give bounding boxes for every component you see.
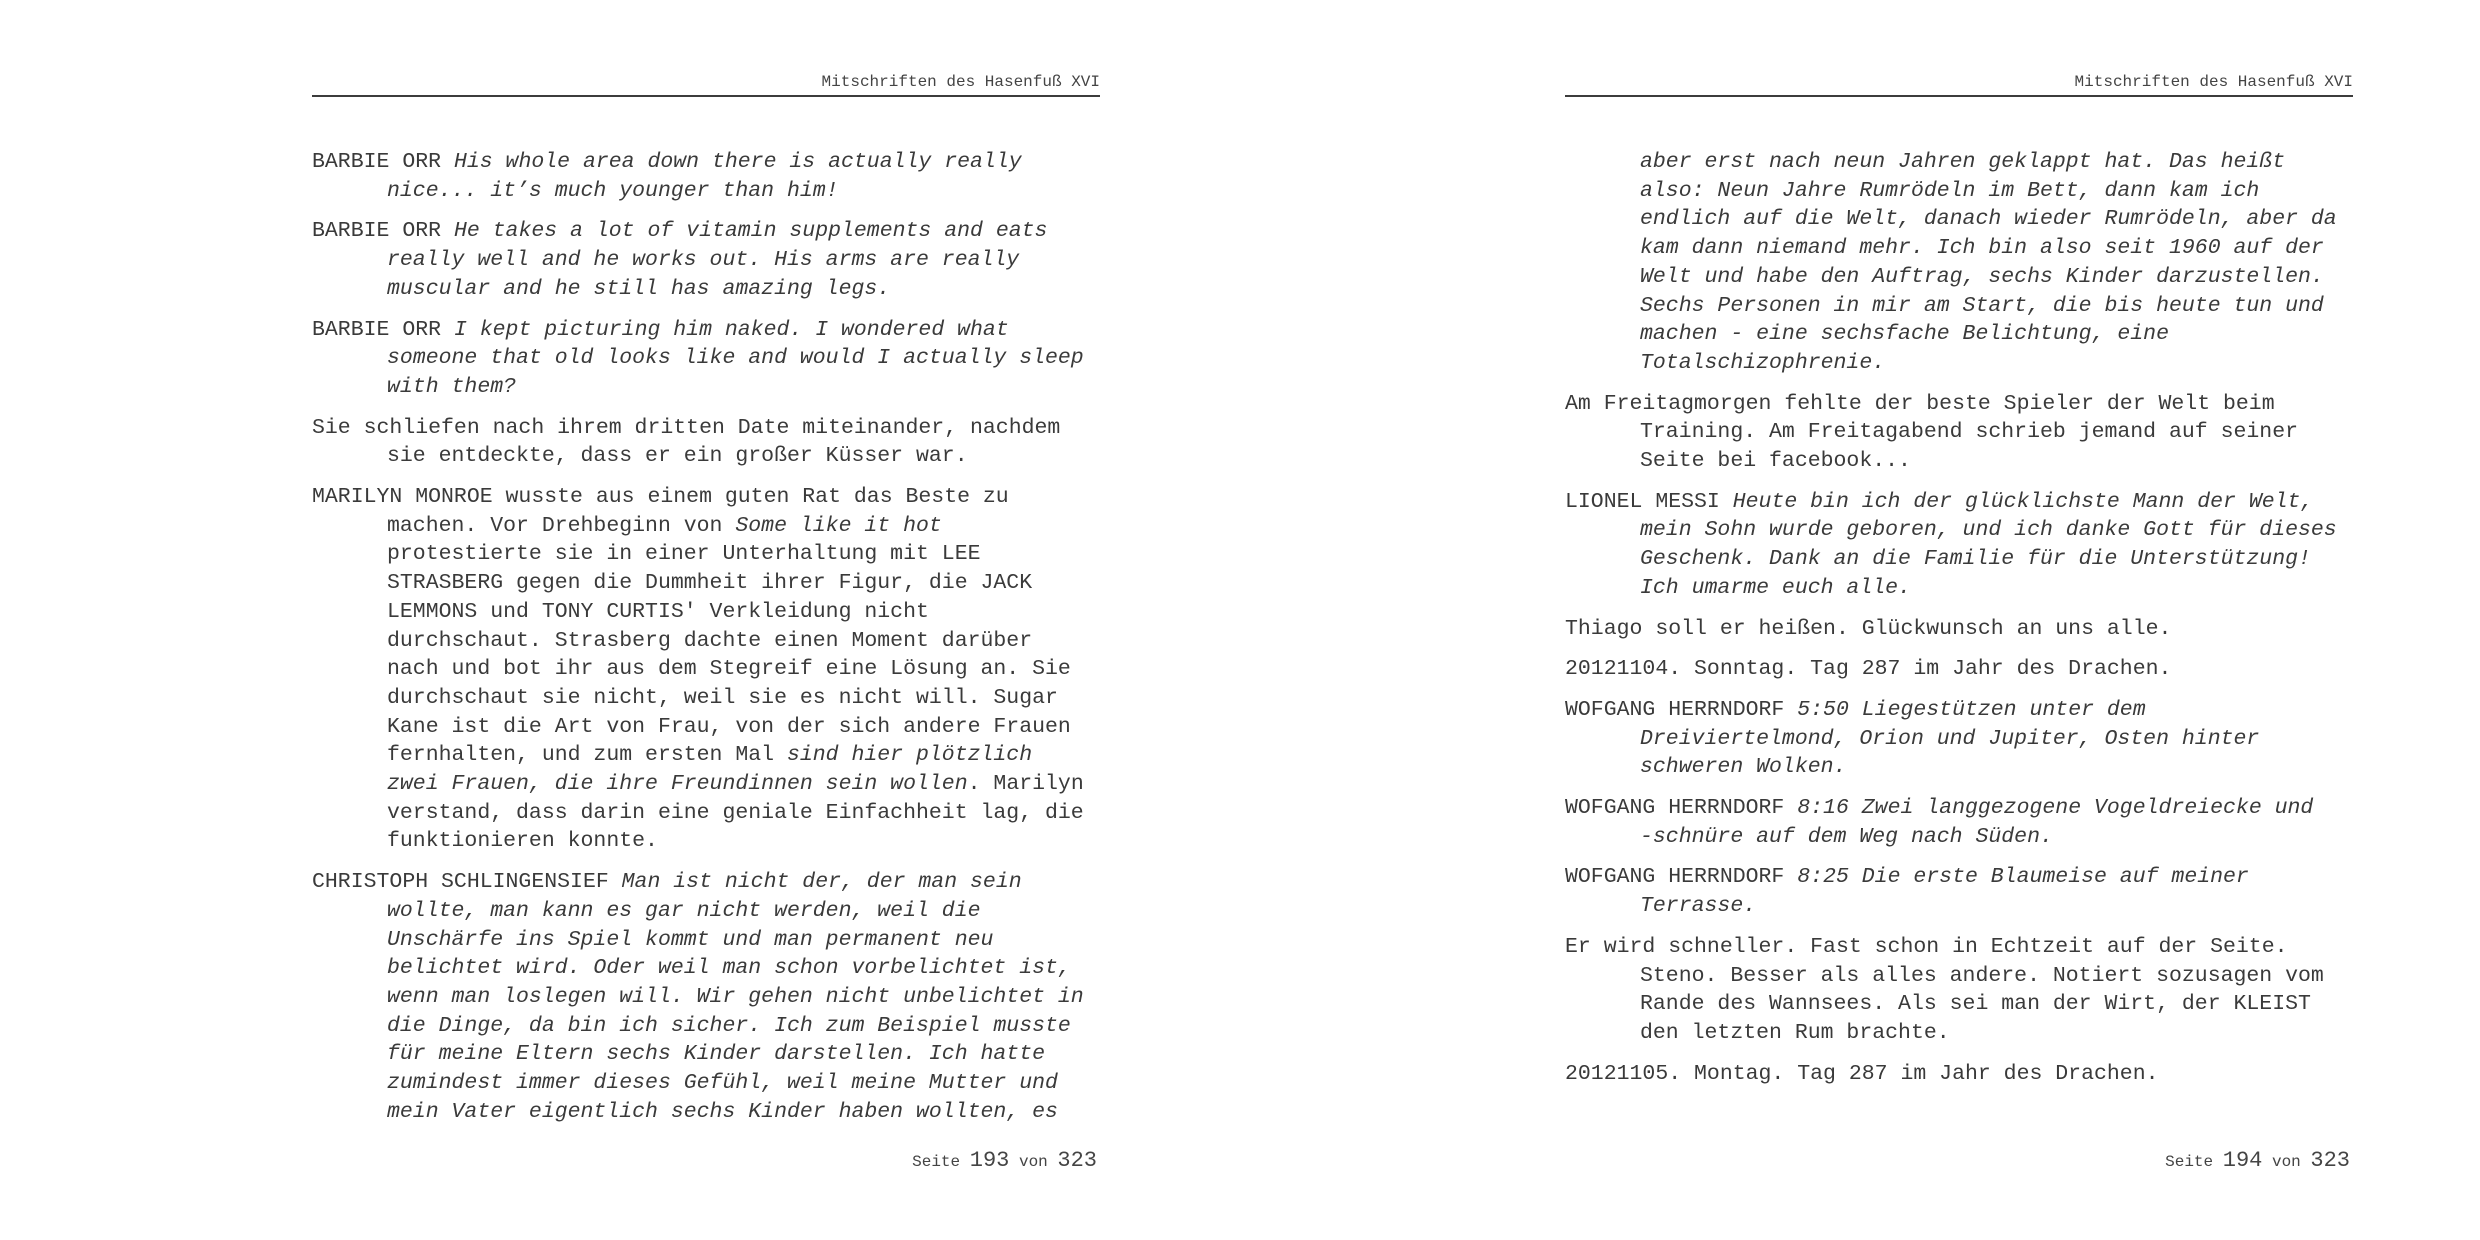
paragraph	[312, 868, 1100, 1126]
italic-text: wollte, man kann es gar nicht werden, weil die	[387, 898, 981, 923]
italic-text: Some like it hot	[735, 513, 942, 538]
paragraph	[1565, 148, 2353, 378]
paragraph	[312, 148, 1100, 205]
text-run: Rande des Wannsees. Als sei man der Wirt, der KLEIST	[1640, 992, 2311, 1017]
italic-text: schweren Wolken.	[1640, 755, 1847, 780]
paragraph	[1565, 488, 2353, 603]
italic-text: die Dinge, da bin ich sicher. Ich zum Beispiel musste	[387, 1013, 1071, 1038]
right-page	[1565, 0, 2353, 1240]
italic-text: Geschenk. Dank an die Familie für die Unterstützung!	[1640, 547, 2311, 572]
footer-seite-label: Seite	[2165, 1153, 2214, 1171]
text-run: BARBIE ORR	[312, 317, 454, 342]
italic-text: nice... it’s much younger than him!	[387, 178, 839, 203]
italic-text: His whole area down there is actually really	[453, 150, 1022, 174]
italic-text: someone that old looks like and would I actually sleep	[387, 346, 1084, 371]
text-run: Am Freitagmorgen fehlte der beste Spieler der Welt beim	[1565, 391, 2275, 416]
italic-text: 5:50 Liegestützen unter dem	[1797, 697, 2146, 722]
text-run: STRASBERG gegen die Dummheit ihrer Figur, die JACK	[387, 571, 1033, 596]
page-body	[1565, 148, 2353, 1100]
paragraph	[312, 316, 1100, 402]
text-run: CHRISTOPH SCHLINGENSIEF	[312, 870, 622, 895]
text-run: Thiago soll er heißen. Glückwunsch an uns alle.	[1565, 616, 2172, 641]
paragraph	[1565, 696, 2353, 782]
italic-text: 8:25 Die erste Blaumeise auf meiner	[1797, 865, 2249, 890]
italic-text: mein Sohn wurde geboren, und ich danke Gott für dieses	[1640, 518, 2337, 543]
italic-text: wenn man loslegen will. Wir gehen nicht unbelichtet in	[387, 984, 1084, 1009]
text-run: Seite bei facebook...	[1640, 449, 1911, 474]
italic-text: mein Vater eigentlich sechs Kinder haben wollten, es	[387, 1099, 1058, 1124]
text-run: WOFGANG HERRNDORF	[1565, 697, 1798, 722]
text-run: durchschaut sie nicht, weil sie es nicht will. Sugar	[387, 685, 1058, 710]
italic-text: I kept picturing him naked. I wondered what	[453, 317, 1009, 342]
footer-seite-label: Seite	[912, 1153, 961, 1171]
text-run: Steno. Besser als alles andere. Notiert sozusagen vom	[1640, 963, 2324, 988]
text-run: nach und bot ihr aus dem Stegreif eine Lösung an. Sie	[387, 657, 1071, 682]
left-page	[312, 0, 1100, 1240]
text-run: BARBIE ORR	[312, 150, 454, 174]
paragraph	[312, 483, 1100, 856]
text-run: WOFGANG HERRNDORF	[1565, 796, 1798, 821]
footer-page-number: 193	[969, 1148, 1010, 1173]
paragraph	[1565, 933, 2353, 1048]
italic-text: also: Neun Jahre Rumrödeln im Bett, dann kam ich	[1640, 178, 2260, 203]
text-run: funktionieren konnte.	[387, 829, 658, 854]
text-run: Kane ist die Art von Frau, von der sich andere Frauen	[387, 714, 1071, 739]
italic-text: with them?	[387, 374, 517, 399]
text-run: 20121105. Montag. Tag 287 im Jahr des Drachen.	[1565, 1061, 2159, 1086]
text-run: durchschaut. Strasberg dachte einen Moment darüber	[387, 628, 1033, 653]
text-run: LIONEL MESSI	[1565, 489, 1733, 514]
text-run: Er wird schneller. Fast schon in Echtzeit auf der Seite.	[1565, 934, 2288, 959]
text-run: 20121104. Sonntag. Tag 287 im Jahr des Drachen.	[1565, 657, 2172, 682]
footer-page-total: 323	[1057, 1148, 1097, 1173]
italic-text: zwei Frauen, die ihre Freundinnen sein wollen	[387, 772, 968, 797]
italic-text: Dreiviertelmond, Orion und Jupiter, Osten hinter	[1640, 726, 2260, 751]
text-run: sie entdeckte, dass er ein großer Küsser war.	[387, 444, 968, 469]
paragraph	[1565, 655, 2353, 684]
text-run: machen. Vor Drehbeginn von	[387, 513, 736, 538]
text-run: den letzten Rum brachte.	[1640, 1020, 1950, 1045]
italic-text: sind hier plötzlich	[786, 743, 1033, 768]
italic-text: Welt und habe den Auftrag, sechs Kinder darzustellen.	[1640, 264, 2324, 289]
italic-text: Totalschizophrenie.	[1640, 350, 1886, 375]
italic-text: aber erst nach neun Jahren geklappt hat. Das heißt	[1640, 150, 2286, 174]
paragraph	[1565, 794, 2353, 851]
paragraph	[312, 414, 1100, 471]
italic-text: He takes a lot of vitamin supplements and eats	[453, 219, 1048, 244]
paragraph	[1565, 390, 2353, 476]
footer-von-label: von	[2271, 1153, 2301, 1171]
page-header: Mitschriften des Hasenfuß XVI	[1565, 73, 2353, 97]
text-run: fernhalten, und zum ersten Mal	[387, 743, 787, 768]
footer-von-label: von	[1018, 1153, 1048, 1171]
text-run: protestierte sie in einer Unterhaltung mit LEE	[387, 542, 981, 567]
italic-text: zumindest immer dieses Gefühl, weil meine Mutter und	[387, 1071, 1058, 1096]
text-run: WOFGANG HERRNDORF	[1565, 865, 1798, 890]
italic-text: Heute bin ich der glücklichste Mann der Welt,	[1732, 489, 2314, 514]
italic-text: really well and he works out. His arms are really	[387, 248, 1020, 273]
italic-text: belichtet wird. Oder weil man schon vorbelichtet ist,	[387, 956, 1071, 981]
page-header: Mitschriften des Hasenfuß XVI	[312, 73, 1100, 97]
italic-text: Unschärfe ins Spiel kommt und man permanent neu	[387, 927, 994, 952]
footer-page-number: 194	[2222, 1148, 2263, 1173]
page-body	[312, 148, 1100, 1139]
footer-page-total: 323	[2310, 1148, 2350, 1173]
italic-text: muscular and he still has amazing legs.	[387, 276, 891, 301]
paragraph	[312, 217, 1100, 303]
text-run: Sie schliefen nach ihrem dritten Date miteinander, nachdem	[312, 415, 1061, 440]
text-run: LEMMONS und TONY CURTIS' Verkleidung nicht	[387, 599, 929, 624]
text-run: BARBIE ORR	[312, 219, 454, 244]
italic-text: Terrasse.	[1640, 894, 1757, 919]
text-run: MARILYN MONROE wusste aus einem guten Rat das Beste zu	[312, 485, 1009, 510]
italic-text: für meine Eltern sechs Kinder darstellen. Ich hatte	[387, 1042, 1046, 1067]
page-footer	[2165, 1148, 2350, 1173]
paragraph	[1565, 1060, 2353, 1089]
text-run: Training. Am Freitagabend schrieb jemand auf seiner	[1640, 420, 2299, 445]
italic-text: -schnüre auf dem Weg nach Süden.	[1640, 824, 2053, 849]
italic-text: kam dann niemand mehr. Ich bin also seit 1960 auf der	[1640, 236, 2324, 261]
page-footer	[912, 1148, 1097, 1173]
italic-text: Ich umarme euch alle.	[1640, 575, 1911, 600]
italic-text: Man ist nicht der, der man sein	[621, 870, 1022, 895]
paragraph	[1565, 863, 2353, 920]
text-run: verstand, dass darin eine geniale Einfachheit lag, die	[387, 800, 1084, 825]
paragraph	[1565, 615, 2353, 644]
italic-text: 8:16 Zwei langgezogene Vogeldreiecke und	[1797, 796, 2314, 821]
italic-text: machen - eine sechsfache Belichtung, eine	[1640, 322, 2169, 347]
text-run: . Marilyn	[967, 772, 1084, 797]
italic-text: endlich auf die Welt, danach wieder Rumrödeln, aber da	[1640, 207, 2337, 232]
italic-text: Sechs Personen in mir am Start, die bis heute tun und	[1640, 293, 2324, 318]
